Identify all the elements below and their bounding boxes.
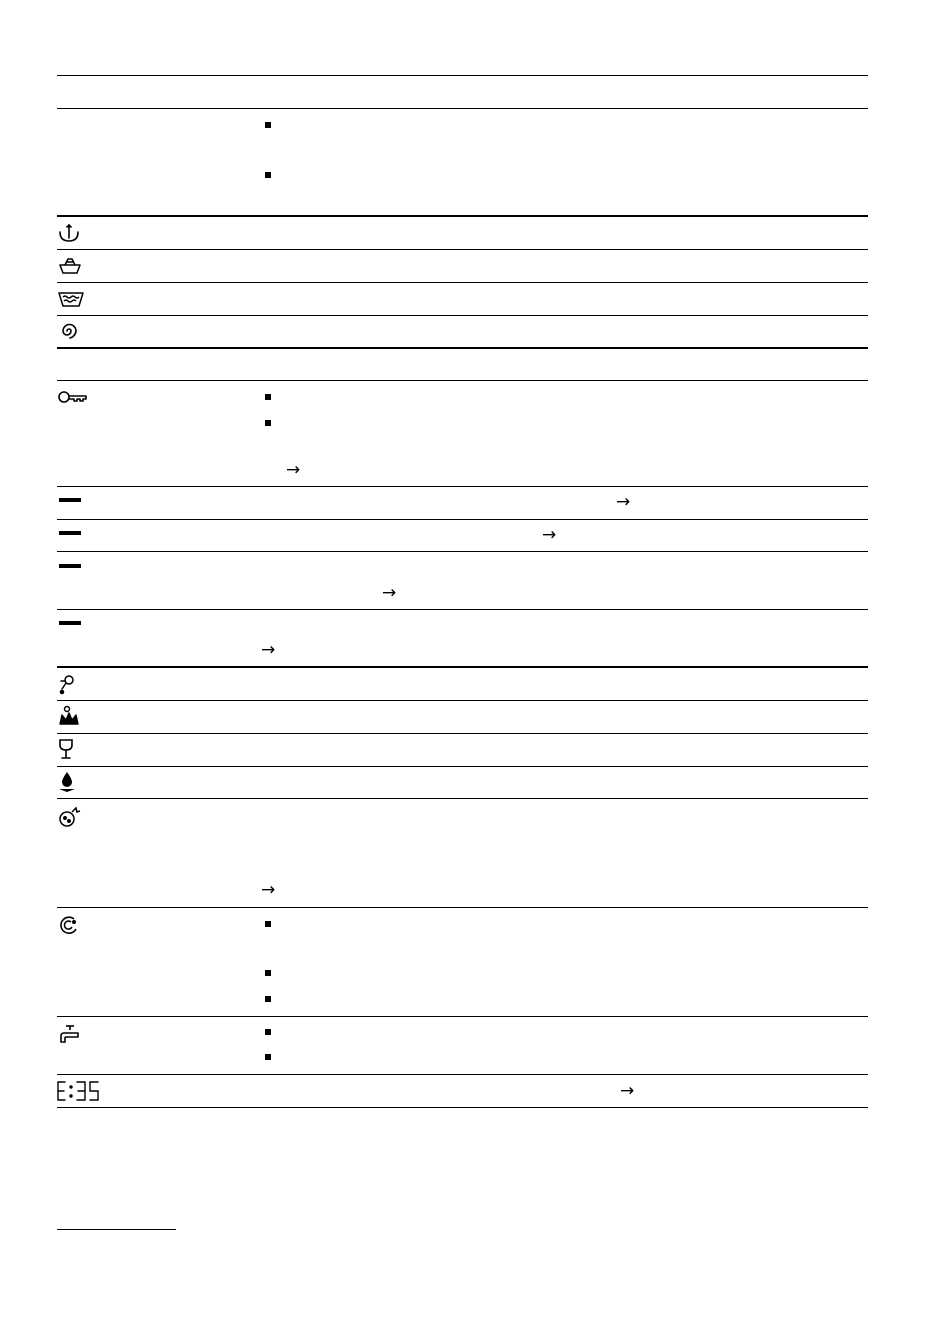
arrow-icon: → <box>616 492 631 512</box>
error-code-display <box>56 1080 102 1102</box>
spray-nozzle-icon <box>57 672 97 696</box>
list-bullet <box>265 172 271 178</box>
key-icon <box>57 388 97 412</box>
row-divider <box>57 282 868 283</box>
glitter-crown-icon <box>57 704 97 728</box>
section-rule <box>57 666 868 668</box>
basket-icon <box>57 254 97 278</box>
spiral-icon <box>57 320 97 344</box>
row-divider <box>57 798 868 799</box>
water-tap-icon <box>57 1022 97 1046</box>
row-divider <box>57 733 868 734</box>
section-rule <box>57 347 868 349</box>
arrow-icon: → <box>261 880 276 900</box>
row-divider <box>57 249 868 250</box>
dash-bar-icon <box>57 556 97 580</box>
water-tub-icon <box>57 288 97 312</box>
row-divider <box>57 1074 868 1075</box>
row-divider <box>57 380 868 381</box>
dishes-cycle-icon <box>57 806 97 830</box>
row-divider <box>57 1016 868 1017</box>
row-divider <box>57 519 868 520</box>
row-divider <box>57 551 868 552</box>
list-bullet <box>265 921 271 927</box>
row-divider <box>57 609 868 610</box>
wine-glass-icon <box>57 737 97 761</box>
arrow-icon: → <box>286 460 301 480</box>
list-bullet <box>265 394 271 400</box>
arrow-icon: → <box>542 525 557 545</box>
section-rule <box>57 215 868 217</box>
table-top-rule <box>57 75 868 76</box>
list-bullet <box>265 420 271 426</box>
row-divider <box>57 700 868 701</box>
row-divider <box>57 486 868 487</box>
list-bullet <box>265 122 271 128</box>
salt-reset-icon <box>57 914 97 938</box>
rinse-aid-icon <box>57 222 97 246</box>
arrow-icon: → <box>620 1081 635 1101</box>
list-bullet <box>265 1054 271 1060</box>
row-divider <box>57 315 868 316</box>
dash-bar-icon <box>57 523 97 547</box>
arrow-icon: → <box>261 640 276 660</box>
footnote-rule <box>57 1229 176 1230</box>
list-bullet <box>265 1029 271 1035</box>
arrow-icon: → <box>382 583 397 603</box>
list-bullet <box>265 996 271 1002</box>
water-drop-icon <box>57 770 97 794</box>
table-header-rule <box>57 108 868 109</box>
dash-bar-icon <box>57 490 97 514</box>
row-divider <box>57 907 868 908</box>
row-divider <box>57 766 868 767</box>
list-bullet <box>265 970 271 976</box>
dash-bar-icon <box>57 613 97 637</box>
table-bottom-rule <box>57 1107 868 1108</box>
